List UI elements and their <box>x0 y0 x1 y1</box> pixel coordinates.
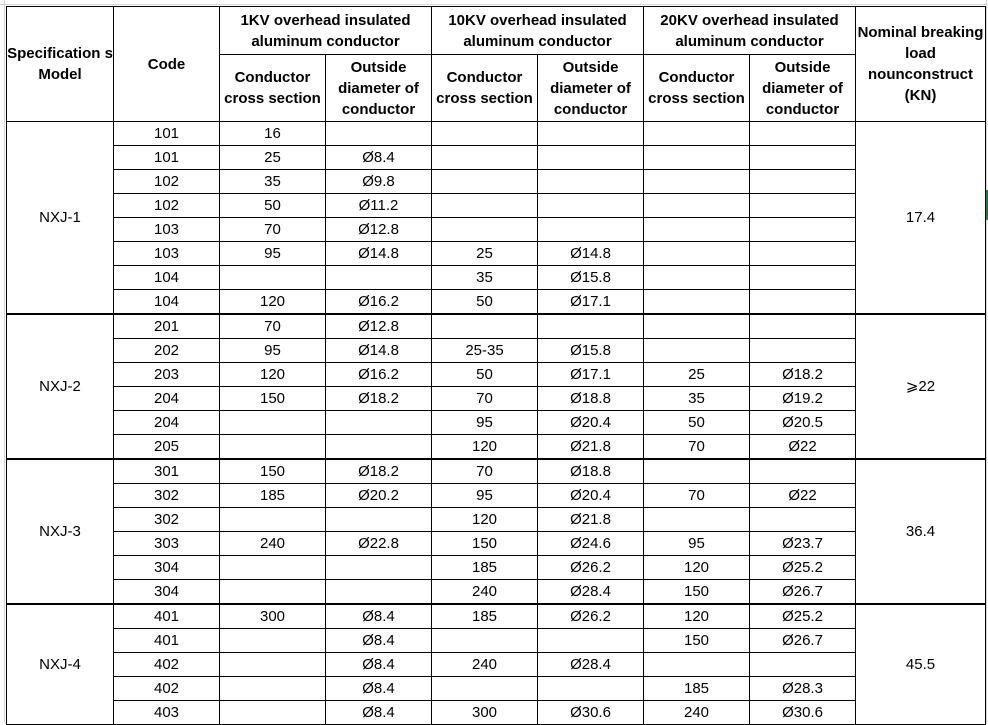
header-20kv-group[interactable]: 20KV overhead insulated aluminum conductor <box>644 7 856 55</box>
1kv-diameter-cell[interactable] <box>326 411 432 435</box>
code-cell[interactable]: 103 <box>114 218 220 242</box>
table-row <box>7 701 986 725</box>
10kv-diameter-cell[interactable]: Ø21.8 <box>538 435 644 460</box>
header-code[interactable]: Code <box>114 7 220 122</box>
breaking-load-cell[interactable]: ⩾22 <box>856 314 986 459</box>
20kv-cross-section-cell[interactable]: 70 <box>644 435 750 460</box>
1kv-diameter-cell[interactable]: Ø8.4 <box>326 677 432 701</box>
table-row <box>7 242 986 266</box>
20kv-diameter-cell[interactable]: Ø25.2 <box>750 556 856 580</box>
1kv-diameter-cell[interactable]: Ø14.8 <box>326 339 432 363</box>
20kv-diameter-cell[interactable]: Ø25.2 <box>750 604 856 629</box>
1kv-diameter-cell[interactable]: Ø12.8 <box>326 218 432 242</box>
10kv-cross-section-cell[interactable]: 300 <box>432 701 538 725</box>
20kv-cross-section-cell[interactable] <box>644 290 750 315</box>
20kv-cross-section-cell[interactable] <box>644 170 750 194</box>
breaking-load-cell[interactable]: 17.4 <box>856 122 986 315</box>
1kv-cross-section-cell[interactable]: 240 <box>220 532 326 556</box>
1kv-cross-section-cell[interactable]: 95 <box>220 242 326 266</box>
1kv-diameter-cell[interactable] <box>326 122 432 146</box>
10kv-diameter-cell[interactable]: Ø30.6 <box>538 701 644 725</box>
header-10kv-group[interactable]: 10KV overhead insulated aluminum conductor <box>432 7 644 55</box>
1kv-diameter-cell[interactable]: Ø8.4 <box>326 629 432 653</box>
code-cell[interactable]: 204 <box>114 411 220 435</box>
table-row <box>7 580 986 605</box>
sheet-gridline <box>0 4 988 5</box>
header-spec-model[interactable]: Specification s Model <box>7 7 114 122</box>
20kv-cross-section-cell[interactable]: 120 <box>644 604 750 629</box>
1kv-diameter-cell[interactable]: Ø14.8 <box>326 242 432 266</box>
10kv-cross-section-cell[interactable] <box>432 122 538 146</box>
table-row <box>7 677 986 701</box>
code-cell[interactable]: 302 <box>114 484 220 508</box>
1kv-cross-section-cell[interactable]: 25 <box>220 146 326 170</box>
1kv-diameter-cell[interactable]: Ø16.2 <box>326 363 432 387</box>
code-cell[interactable]: 202 <box>114 339 220 363</box>
10kv-diameter-cell[interactable]: Ø24.6 <box>538 532 644 556</box>
1kv-cross-section-cell[interactable]: 150 <box>220 459 326 484</box>
10kv-diameter-cell[interactable] <box>538 218 644 242</box>
table-row <box>7 556 986 580</box>
1kv-diameter-cell[interactable]: Ø8.4 <box>326 604 432 629</box>
1kv-cross-section-cell[interactable]: 95 <box>220 339 326 363</box>
10kv-diameter-cell[interactable]: Ø17.1 <box>538 363 644 387</box>
20kv-cross-section-cell[interactable]: 35 <box>644 387 750 411</box>
table-row <box>7 339 986 363</box>
code-cell[interactable]: 103 <box>114 242 220 266</box>
1kv-cross-section-cell[interactable]: 70 <box>220 218 326 242</box>
20kv-cross-section-cell[interactable]: 150 <box>644 580 750 605</box>
table-row <box>7 508 986 532</box>
table-row <box>7 653 986 677</box>
table-row <box>7 122 986 146</box>
1kv-cross-section-cell[interactable] <box>220 677 326 701</box>
1kv-cross-section-cell[interactable] <box>220 580 326 605</box>
1kv-cross-section-cell[interactable]: 300 <box>220 604 326 629</box>
20kv-cross-section-cell[interactable] <box>644 146 750 170</box>
10kv-cross-section-cell[interactable] <box>432 146 538 170</box>
10kv-cross-section-cell[interactable] <box>432 629 538 653</box>
1kv-diameter-cell[interactable]: Ø12.8 <box>326 314 432 339</box>
code-cell[interactable]: 201 <box>114 314 220 339</box>
10kv-cross-section-cell[interactable] <box>432 314 538 339</box>
code-cell[interactable]: 401 <box>114 629 220 653</box>
20kv-diameter-cell[interactable]: Ø23.7 <box>750 532 856 556</box>
code-cell[interactable]: 401 <box>114 604 220 629</box>
1kv-diameter-cell[interactable]: Ø8.4 <box>326 701 432 725</box>
code-cell[interactable]: 101 <box>114 122 220 146</box>
1kv-diameter-cell[interactable]: Ø8.4 <box>326 653 432 677</box>
20kv-cross-section-cell[interactable] <box>644 218 750 242</box>
1kv-cross-section-cell[interactable] <box>220 435 326 460</box>
20kv-cross-section-cell[interactable] <box>644 266 750 290</box>
1kv-cross-section-cell[interactable]: 16 <box>220 122 326 146</box>
20kv-cross-section-cell[interactable] <box>644 653 750 677</box>
10kv-cross-section-cell[interactable]: 50 <box>432 290 538 315</box>
10kv-diameter-cell[interactable] <box>538 194 644 218</box>
1kv-diameter-cell[interactable]: Ø18.2 <box>326 459 432 484</box>
20kv-diameter-cell[interactable]: Ø18.2 <box>750 363 856 387</box>
20kv-cross-section-cell[interactable] <box>644 459 750 484</box>
table-row <box>7 363 986 387</box>
10kv-cross-section-cell[interactable] <box>432 170 538 194</box>
sheet-gridline <box>4 0 5 723</box>
10kv-cross-section-cell[interactable] <box>432 194 538 218</box>
1kv-diameter-cell[interactable]: Ø11.2 <box>326 194 432 218</box>
1kv-cross-section-cell[interactable] <box>220 508 326 532</box>
specification-table <box>6 6 986 725</box>
10kv-cross-section-cell[interactable]: 50 <box>432 363 538 387</box>
header-1kv-diameter[interactable]: Outside diameter of conductor <box>326 55 432 122</box>
code-cell[interactable]: 104 <box>114 266 220 290</box>
20kv-diameter-cell[interactable]: Ø26.7 <box>750 629 856 653</box>
1kv-cross-section-cell[interactable] <box>220 556 326 580</box>
code-cell[interactable]: 303 <box>114 532 220 556</box>
10kv-diameter-cell[interactable]: Ø15.8 <box>538 339 644 363</box>
header-10kv-diameter[interactable]: Outside diameter of conductor <box>538 55 644 122</box>
10kv-diameter-cell[interactable]: Ø20.4 <box>538 484 644 508</box>
20kv-cross-section-cell[interactable] <box>644 194 750 218</box>
20kv-cross-section-cell[interactable]: 50 <box>644 411 750 435</box>
model-cell[interactable]: NXJ-1 <box>7 122 114 315</box>
10kv-cross-section-cell[interactable]: 150 <box>432 532 538 556</box>
1kv-diameter-cell[interactable]: Ø9.8 <box>326 170 432 194</box>
10kv-diameter-cell[interactable]: Ø28.4 <box>538 653 644 677</box>
table-row <box>7 604 986 629</box>
code-cell[interactable]: 205 <box>114 435 220 460</box>
10kv-cross-section-cell[interactable]: 35 <box>432 266 538 290</box>
10kv-diameter-cell[interactable] <box>538 170 644 194</box>
10kv-cross-section-cell[interactable]: 240 <box>432 580 538 605</box>
10kv-cross-section-cell[interactable]: 70 <box>432 387 538 411</box>
10kv-diameter-cell[interactable] <box>538 314 644 339</box>
code-cell[interactable]: 102 <box>114 170 220 194</box>
20kv-cross-section-cell[interactable]: 240 <box>644 701 750 725</box>
10kv-diameter-cell[interactable]: Ø18.8 <box>538 387 644 411</box>
table-row <box>7 459 986 484</box>
10kv-diameter-cell[interactable] <box>538 146 644 170</box>
code-cell[interactable]: 203 <box>114 363 220 387</box>
10kv-cross-section-cell[interactable]: 185 <box>432 556 538 580</box>
header-10kv-cross-section[interactable]: Conductor cross section <box>432 55 538 122</box>
20kv-diameter-cell[interactable]: Ø22 <box>750 435 856 460</box>
sheet-gridline <box>986 0 987 723</box>
20kv-cross-section-cell[interactable] <box>644 242 750 266</box>
20kv-cross-section-cell[interactable] <box>644 122 750 146</box>
20kv-diameter-cell[interactable]: Ø28.3 <box>750 677 856 701</box>
20kv-cross-section-cell[interactable]: 25 <box>644 363 750 387</box>
model-cell[interactable]: NXJ-2 <box>7 314 114 459</box>
breaking-load-cell[interactable]: 45.5 <box>856 604 986 725</box>
20kv-diameter-cell[interactable] <box>750 339 856 363</box>
1kv-cross-section-cell[interactable]: 35 <box>220 170 326 194</box>
1kv-diameter-cell[interactable] <box>326 580 432 605</box>
1kv-diameter-cell[interactable]: Ø8.4 <box>326 146 432 170</box>
1kv-cross-section-cell[interactable] <box>220 629 326 653</box>
1kv-cross-section-cell[interactable] <box>220 266 326 290</box>
10kv-cross-section-cell[interactable]: 120 <box>432 508 538 532</box>
20kv-diameter-cell[interactable] <box>750 653 856 677</box>
20kv-cross-section-cell[interactable] <box>644 314 750 339</box>
10kv-cross-section-cell[interactable]: 25-35 <box>432 339 538 363</box>
20kv-diameter-cell[interactable] <box>750 242 856 266</box>
10kv-cross-section-cell[interactable] <box>432 677 538 701</box>
10kv-cross-section-cell[interactable]: 25 <box>432 242 538 266</box>
1kv-cross-section-cell[interactable] <box>220 653 326 677</box>
10kv-cross-section-cell[interactable]: 95 <box>432 411 538 435</box>
code-cell[interactable]: 302 <box>114 508 220 532</box>
1kv-diameter-cell[interactable] <box>326 556 432 580</box>
20kv-cross-section-cell[interactable]: 120 <box>644 556 750 580</box>
20kv-diameter-cell[interactable] <box>750 290 856 315</box>
10kv-diameter-cell[interactable]: Ø26.2 <box>538 556 644 580</box>
table-row <box>7 435 986 460</box>
1kv-cross-section-cell[interactable]: 150 <box>220 387 326 411</box>
1kv-cross-section-cell[interactable]: 185 <box>220 484 326 508</box>
10kv-cross-section-cell[interactable]: 95 <box>432 484 538 508</box>
1kv-diameter-cell[interactable]: Ø20.2 <box>326 484 432 508</box>
20kv-diameter-cell[interactable]: Ø19.2 <box>750 387 856 411</box>
header-20kv-diameter[interactable]: Outside diameter of conductor <box>750 55 856 122</box>
header-nominal-load[interactable]: Nominal breaking load nounconstruct (KN) <box>856 7 986 122</box>
10kv-diameter-cell[interactable]: Ø20.4 <box>538 411 644 435</box>
10kv-diameter-cell[interactable] <box>538 122 644 146</box>
header-1kv-cross-section[interactable]: Conductor cross section <box>220 55 326 122</box>
table-row <box>7 170 986 194</box>
10kv-diameter-cell[interactable]: Ø14.8 <box>538 242 644 266</box>
10kv-cross-section-cell[interactable] <box>432 218 538 242</box>
code-cell[interactable]: 301 <box>114 459 220 484</box>
table-row <box>7 314 986 339</box>
20kv-diameter-cell[interactable]: Ø26.7 <box>750 580 856 605</box>
20kv-cross-section-cell[interactable]: 95 <box>644 532 750 556</box>
20kv-cross-section-cell[interactable]: 150 <box>644 629 750 653</box>
20kv-diameter-cell[interactable] <box>750 508 856 532</box>
table-header <box>7 7 986 122</box>
20kv-diameter-cell[interactable]: Ø22 <box>750 484 856 508</box>
20kv-cross-section-cell[interactable]: 70 <box>644 484 750 508</box>
code-cell[interactable]: 204 <box>114 387 220 411</box>
1kv-diameter-cell[interactable]: Ø22.8 <box>326 532 432 556</box>
table-row <box>7 411 986 435</box>
table-row <box>7 387 986 411</box>
code-cell[interactable]: 304 <box>114 580 220 605</box>
1kv-cross-section-cell[interactable]: 120 <box>220 363 326 387</box>
10kv-cross-section-cell[interactable]: 120 <box>432 435 538 460</box>
1kv-diameter-cell[interactable]: Ø18.2 <box>326 387 432 411</box>
10kv-diameter-cell[interactable]: Ø17.1 <box>538 290 644 315</box>
table-body <box>7 122 986 725</box>
10kv-cross-section-cell[interactable]: 185 <box>432 604 538 629</box>
code-cell[interactable]: 304 <box>114 556 220 580</box>
table-row <box>7 218 986 242</box>
20kv-diameter-cell[interactable] <box>750 194 856 218</box>
table-row <box>7 484 986 508</box>
code-cell[interactable]: 101 <box>114 146 220 170</box>
10kv-cross-section-cell[interactable]: 70 <box>432 459 538 484</box>
10kv-diameter-cell[interactable] <box>538 677 644 701</box>
1kv-cross-section-cell[interactable] <box>220 701 326 725</box>
model-cell[interactable]: NXJ-3 <box>7 459 114 604</box>
table-row <box>7 532 986 556</box>
20kv-cross-section-cell[interactable]: 185 <box>644 677 750 701</box>
20kv-diameter-cell[interactable]: Ø30.6 <box>750 701 856 725</box>
table-row <box>7 146 986 170</box>
model-cell[interactable]: NXJ-4 <box>7 604 114 725</box>
20kv-diameter-cell[interactable] <box>750 314 856 339</box>
1kv-cross-section-cell[interactable] <box>220 411 326 435</box>
10kv-diameter-cell[interactable]: Ø26.2 <box>538 604 644 629</box>
1kv-diameter-cell[interactable] <box>326 266 432 290</box>
10kv-diameter-cell[interactable]: Ø21.8 <box>538 508 644 532</box>
10kv-cross-section-cell[interactable]: 240 <box>432 653 538 677</box>
code-cell[interactable]: 403 <box>114 701 220 725</box>
breaking-load-cell[interactable]: 36.4 <box>856 459 986 604</box>
table-row <box>7 194 986 218</box>
10kv-diameter-cell[interactable] <box>538 629 644 653</box>
code-cell[interactable]: 102 <box>114 194 220 218</box>
1kv-diameter-cell[interactable] <box>326 435 432 460</box>
code-cell[interactable]: 104 <box>114 290 220 315</box>
20kv-cross-section-cell[interactable] <box>644 508 750 532</box>
table-row <box>7 629 986 653</box>
1kv-diameter-cell[interactable] <box>326 508 432 532</box>
table-row <box>7 266 986 290</box>
20kv-diameter-cell[interactable] <box>750 266 856 290</box>
20kv-cross-section-cell[interactable] <box>644 339 750 363</box>
header-1kv-group[interactable]: 1KV overhead insulated aluminum conductor <box>220 7 432 55</box>
1kv-cross-section-cell[interactable]: 120 <box>220 290 326 315</box>
10kv-diameter-cell[interactable]: Ø15.8 <box>538 266 644 290</box>
20kv-diameter-cell[interactable] <box>750 459 856 484</box>
1kv-cross-section-cell[interactable]: 50 <box>220 194 326 218</box>
1kv-cross-section-cell[interactable]: 70 <box>220 314 326 339</box>
20kv-diameter-cell[interactable] <box>750 170 856 194</box>
20kv-diameter-cell[interactable] <box>750 218 856 242</box>
20kv-diameter-cell[interactable] <box>750 146 856 170</box>
1kv-diameter-cell[interactable]: Ø16.2 <box>326 290 432 315</box>
20kv-diameter-cell[interactable] <box>750 122 856 146</box>
code-cell[interactable]: 402 <box>114 653 220 677</box>
10kv-diameter-cell[interactable]: Ø28.4 <box>538 580 644 605</box>
header-20kv-cross-section[interactable]: Conductor cross section <box>644 55 750 122</box>
code-cell[interactable]: 402 <box>114 677 220 701</box>
table-row <box>7 290 986 315</box>
10kv-diameter-cell[interactable]: Ø18.8 <box>538 459 644 484</box>
20kv-diameter-cell[interactable]: Ø20.5 <box>750 411 856 435</box>
